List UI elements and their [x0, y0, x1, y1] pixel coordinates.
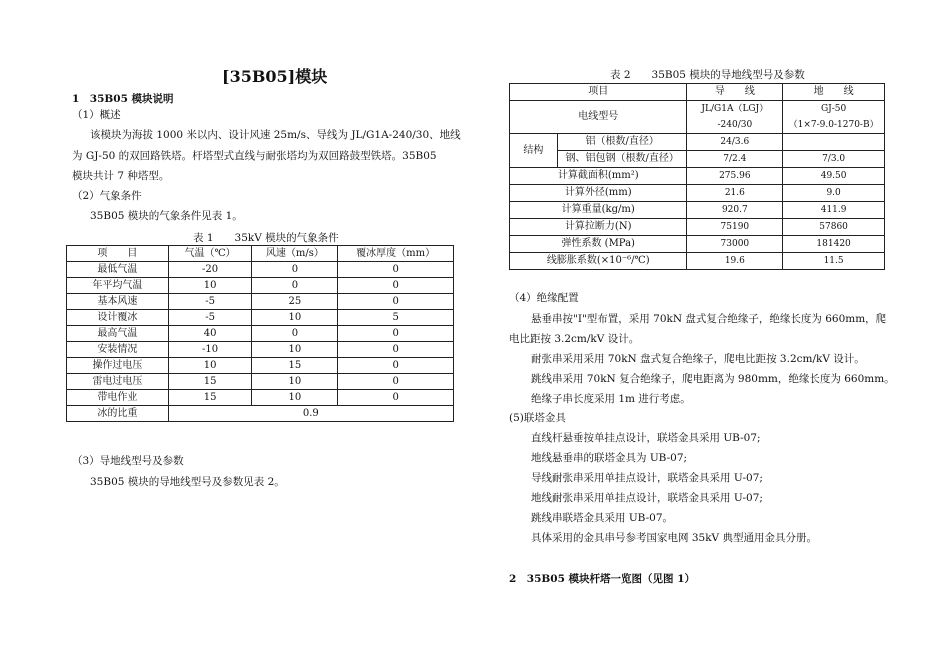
table-cell: 10: [168, 358, 252, 374]
table-row: [67, 374, 454, 390]
param-label: 线膨胀系数(×10⁻⁶/℃): [510, 253, 687, 270]
param-conductor: 75190: [687, 219, 783, 236]
header-cell: 项 目: [67, 246, 169, 262]
table-cell: 10: [252, 342, 338, 358]
overview-line-3: 模块共计 7 种塔型。: [72, 170, 170, 182]
table-cell: 40: [168, 326, 252, 342]
overview-line-2: 为 GJ-50 的双回路铁塔。杆塔型式直线与耐张塔均为双回路鼓型铁塔。35B05: [72, 150, 437, 162]
model-label: 电线型号: [510, 101, 687, 134]
fitting-line-1: 直线杆悬垂按单挂点设计，联塔金具采用 UB-07;: [531, 432, 761, 444]
section-3-text: 35B05 模块的导地线型号及参数见表 2。: [90, 476, 285, 488]
table-row: [67, 390, 454, 406]
ground-model-line-1: GJ-50: [820, 104, 847, 114]
ground-model: [783, 101, 885, 134]
param-label: 弹性系数 (MPa): [510, 236, 687, 253]
ground-model-line-2: （1×7-9.0-1270-B）: [788, 120, 879, 130]
table-cell: 0: [338, 374, 454, 390]
al-label: 铝（根数/直径）: [557, 134, 687, 151]
insulation-line-2: 电比距按 3.2cm/kV 设计。: [509, 333, 640, 345]
table-row: [67, 358, 454, 374]
table-cell: 15: [168, 374, 252, 390]
param-conductor: 275.96: [687, 168, 783, 185]
table-row: [67, 326, 454, 342]
header-cell: 风速（m/s）: [252, 246, 338, 262]
table-cell: 安装情况: [67, 342, 169, 358]
overview-label: （1）概述: [72, 109, 121, 121]
header-conductor: 导 线: [687, 84, 783, 101]
table-row: [510, 219, 885, 236]
header-cell: 气温（℃）: [168, 246, 252, 262]
overview-line-1: 该模块为海拔 1000 米以内、设计风速 25m/s、导线为 JL/G1A-240/30、地线: [90, 129, 461, 141]
table-cell: 年平均气温: [67, 278, 169, 294]
section-3-label: （3）导地线型号及参数: [72, 455, 184, 467]
page-title: [35B05]模块: [222, 67, 328, 86]
table-2-header: [510, 84, 885, 101]
table-row: [510, 202, 885, 219]
conductor-model-line-1: JL/G1A（LGJ）: [701, 104, 769, 114]
table-cell: 带电作业: [67, 390, 169, 406]
weather-text: 35B05 模块的气象条件见表 1。: [90, 210, 243, 222]
table-cell: 0: [338, 390, 454, 406]
ice-value: 0.9: [168, 406, 453, 422]
table-row: [510, 101, 885, 134]
fitting-line-2: 地线悬垂串的联塔金具为 UB-07;: [531, 452, 688, 464]
table-row: [67, 262, 454, 278]
table-cell: 15: [168, 390, 252, 406]
fitting-line-5: 跳线串联塔金具采用 UB-07。: [531, 512, 674, 524]
table-row: [510, 253, 885, 270]
section-1-heading: 1 35B05 模块说明: [72, 93, 174, 105]
table-1-header: [67, 246, 454, 262]
table-row: [510, 168, 885, 185]
param-label: 计算截面积(mm²): [510, 168, 687, 185]
table-cell: -5: [168, 294, 252, 310]
table-cell: 基本风速: [67, 294, 169, 310]
al-ground: [783, 134, 885, 151]
table-cell: 10: [252, 390, 338, 406]
param-conductor: 73000: [687, 236, 783, 253]
table-cell: 雷电过电压: [67, 374, 169, 390]
section-5-label: (5)联塔金具: [509, 412, 566, 424]
table-2-caption: 表 2 35B05 模块的导地线型号及参数: [610, 69, 805, 81]
table-cell: 0: [338, 326, 454, 342]
weather-label: （2）气象条件: [72, 190, 142, 202]
param-ground: 411.9: [783, 202, 885, 219]
table-cell: 0: [338, 294, 454, 310]
table-cell: 操作过电压: [67, 358, 169, 374]
insulation-line-5: 绝缘子串长度采用 1m 进行考虑。: [531, 393, 691, 405]
table-cell: 0: [338, 358, 454, 374]
table-cell: 0: [338, 278, 454, 294]
al-conductor: 24/3.6: [687, 134, 783, 151]
header-ground: 地 线: [783, 84, 885, 101]
table-row: [510, 151, 885, 168]
table-row: [510, 185, 885, 202]
param-ground: 9.0: [783, 185, 885, 202]
fitting-line-6: 具体采用的金具串号参考国家电网 35kV 典型通用金具分册。: [531, 532, 817, 544]
param-ground: 181420: [783, 236, 885, 253]
conductor-model: [687, 101, 783, 134]
param-label: 计算拉断力(N): [510, 219, 687, 236]
insulation-line-1: 悬垂串按"I"型布置，采用 70kN 盘式复合绝缘子，绝缘长度为 660mm，爬: [531, 313, 887, 325]
table-row: [67, 342, 454, 358]
table-cell: 0: [252, 262, 338, 278]
table-row: [67, 278, 454, 294]
table-cell: 25: [252, 294, 338, 310]
table-row: [510, 236, 885, 253]
table-1-caption: 表 1 35kV 模块的气象条件: [193, 232, 339, 244]
steel-label: 钢、铝包钢（根数/直径）: [557, 151, 687, 168]
table-cell: 最低气温: [67, 262, 169, 278]
section-2-heading: 2 35B05 模块杆塔一览图（见图 1）: [509, 573, 696, 585]
steel-conductor: 7/2.4: [687, 151, 783, 168]
section-4-label: （4）绝缘配置: [509, 292, 579, 304]
table-cell: 10: [168, 278, 252, 294]
table-cell: 设计覆冰: [67, 310, 169, 326]
table-cell: 0: [252, 278, 338, 294]
param-ground: 49.50: [783, 168, 885, 185]
table-cell: 15: [252, 358, 338, 374]
fitting-line-4: 地线耐张串采用单挂点设计，联塔金具采用 U-07;: [531, 492, 763, 504]
table-row: [510, 134, 885, 151]
steel-ground: 7/3.0: [783, 151, 885, 168]
fitting-line-3: 导线耐张串采用单挂点设计，联塔金具采用 U-07;: [531, 472, 763, 484]
table-row: [67, 294, 454, 310]
table-cell: 0: [252, 326, 338, 342]
structure-label: 结构: [510, 134, 558, 168]
param-conductor: 21.6: [687, 185, 783, 202]
table-cell: 0: [338, 262, 454, 278]
ice-label: 冰的比重: [67, 406, 169, 422]
table-cell: 10: [252, 310, 338, 326]
param-ground: 11.5: [783, 253, 885, 270]
table-cell: 10: [252, 374, 338, 390]
param-conductor: 19.6: [687, 253, 783, 270]
table-cell: 5: [338, 310, 454, 326]
conductor-model-line-2: -240/30: [717, 120, 753, 130]
header-item: 项目: [510, 84, 687, 101]
table-row: [67, 310, 454, 326]
param-label: 计算外径(mm): [510, 185, 687, 202]
insulation-line-3: 耐张串采用采用 70kN 盘式复合绝缘子，爬电比距按 3.2cm/kV 设计。: [531, 353, 865, 365]
table-row-ice: [67, 406, 454, 422]
table-cell: -10: [168, 342, 252, 358]
table-cell: -20: [168, 262, 252, 278]
header-cell: 覆冰厚度（mm）: [338, 246, 454, 262]
param-ground: 57860: [783, 219, 885, 236]
table-2: [509, 83, 885, 270]
param-label: 计算重量(kg/m): [510, 202, 687, 219]
table-cell: 0: [338, 342, 454, 358]
insulation-line-4: 跳线串采用 70kN 复合绝缘子，爬电距离为 980mm，绝缘长度为 660mm。: [531, 373, 895, 385]
param-conductor: 920.7: [687, 202, 783, 219]
table-1: [66, 245, 454, 422]
table-cell: 最高气温: [67, 326, 169, 342]
table-cell: -5: [168, 310, 252, 326]
